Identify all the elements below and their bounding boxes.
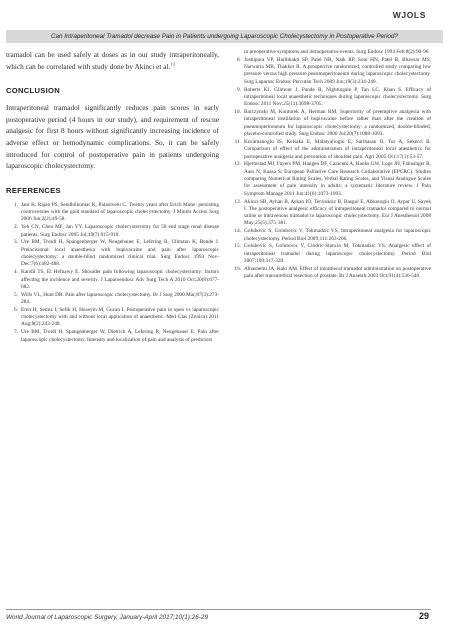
reference-number: 9. bbox=[237, 86, 241, 93]
reference-item bbox=[229, 266, 431, 281]
reference-number: 1. bbox=[14, 201, 18, 208]
reference-number: 6. bbox=[14, 306, 18, 313]
reference-text: Wills VL, Hunt DR. Pain after laparoscopic cholecystectomy. Br J Surg 2000 Mar;87(3):273-284. bbox=[21, 291, 219, 305]
reference-number: 2. bbox=[14, 224, 18, 231]
reference-number: 8. bbox=[237, 56, 241, 63]
reference-text: Roberts KJ, Gilmour J, Pande R, Nightingale P, Tan LC, Khan S. Efficacy of intraperitoneal local anaesthetic techniques during laparoscopic cholecystectomy. Surg Endosc 2011 Nov;25(11):3698-3705. bbox=[244, 86, 431, 108]
reference-item bbox=[229, 228, 431, 243]
reference-number: 7. bbox=[14, 329, 18, 336]
footer-rule bbox=[6, 609, 431, 610]
reference-text: Alhashemi JA, Kaki AM. Effect of intrathecal tramadol administration on postoperative pain after transurethral resection of prostate. Br J Anaesth 2003 Oct;91(4):536-540. bbox=[244, 265, 431, 280]
reference-number: 13. bbox=[234, 198, 241, 205]
reference-item bbox=[229, 199, 431, 228]
reference-item bbox=[229, 243, 431, 265]
reference-number: 5. bbox=[14, 291, 18, 298]
references-list-left bbox=[6, 202, 219, 344]
reference-item bbox=[6, 239, 219, 268]
reference-item bbox=[229, 139, 431, 161]
reference-item bbox=[6, 224, 219, 239]
reference-item bbox=[229, 57, 431, 86]
reference-text: Hjermstad MJ, Fayers PM, Haugen DF, Caraceni A, Hanks GW, Loge JH, Fainsinger R, Aass N, Kaasa S; European Palliative Care Research Collaborative (EPCRC). Studies comparing Numerical Rating Scales, Verbal Rating Scales, and Visual Analogue Scales for assessment of pain intensity in adults: a systematic literature review. J Pain Symptom Manage 2011 Jun;41(6):1073-1093. bbox=[244, 161, 431, 197]
page-number: 29 bbox=[418, 611, 429, 621]
reference-text: Yeh CN, Chen MF, Jan YY. Laparoscopic cholecystectomy for 58 end stage renal disease patients. Surg Endosc 2005 Jul;19(7):915-918. bbox=[21, 224, 219, 238]
references-list-right bbox=[229, 49, 431, 281]
intro-citation: 13 bbox=[170, 61, 175, 67]
conclusion-heading: CONCLUSION bbox=[6, 86, 61, 96]
reference-number: 11. bbox=[234, 138, 241, 145]
reference-item bbox=[6, 202, 219, 224]
reference-number: 4. bbox=[14, 269, 18, 276]
intro-paragraph bbox=[6, 49, 219, 72]
reference-text: Eren H, Semiz I, Sefik H, Huseyin M, Gucan I. Postoperative pain in open vs laparoscopic cholecystectomy with and without local application of anaesthetic. Med Glas (Zenica) 2011 Aug;8(2):243-248. bbox=[21, 306, 219, 328]
references-heading: REFERENCES bbox=[6, 185, 61, 195]
right-column bbox=[229, 49, 431, 281]
reference-number: 10. bbox=[234, 109, 241, 116]
reference-text: Akinci SB, Ayhan B, Aykan IO, Terzioksiz B, Basgul E, Abbasoglu O, Aypar U, Sayek I. The postoperative analgesic efficacy of intraperitoneal tramadol compared to normal saline or intravenous tramadol in laparoscopic cholecystectomy. Eur J Anesthesiol 2008 May;25(5):375-381. bbox=[244, 198, 431, 227]
footer-journal-citation: World Journal of Laparoscopic Surgery, January-April 2017;10(1):26-29 bbox=[6, 614, 209, 621]
reference-item bbox=[6, 307, 219, 329]
reference-text: in preoperative symptoms and intraoperative events. Surg Endosc 1994 Feb;8(2):90-96. bbox=[244, 49, 430, 55]
conclusion-paragraph: Intraperitoneal tramadol significantly reduces pain scores in early postoperative period (4 hours in our study), and requirement of rescue analgesic for first 8 hours without significantly increasing incidence of adverse effect or hemodynamic complications. So, it can be safely introduced for control of postoperative pain in patients undergoing laparoscopic cholecystectomy. bbox=[6, 103, 219, 171]
journal-tag: WJOLS bbox=[392, 10, 426, 20]
reference-number: 14. bbox=[234, 228, 241, 235]
reference-text: Ure BM, Troidl H, Spangenberger W, Dietrich A, Lefering R, Neugebauer E. Pain after laparoscopic cholecystectomy. Intensity and localization of pain and analysis of predictors bbox=[21, 329, 219, 343]
reference-number: 12. bbox=[234, 161, 241, 168]
reference-number: 15. bbox=[234, 243, 241, 250]
reference-text: Kocamanoglu IS, Kelsaka E, Malatyalioglu E, Sarihasan B, Tur A, Sekerci B. Comparison of effect of the administration of intraperitoneal local anesthetics for postoperative analgesia and prevention of shoulder pain. Agri 2005 Oct;17(1):53-57. bbox=[244, 138, 431, 160]
reference-number: 3. bbox=[14, 239, 18, 246]
reference-text: Golubovic S, Golubovic V, Cindric-Stancin M, Tokmadzic VS. Analgesic effect of intraperitoneal tramadol during laparoscopic cholecystectomy. Period Biol 2007;109:317-320. bbox=[244, 243, 431, 265]
reference-text: Kandil TS, El Hefnawy E. Shoulder pain following laparoscopic cholecystectomy: factors affecting the incidence and severity. J Laparoendosc Adv Surg Tech A 2010 Oct;20(8):677-682. bbox=[21, 269, 219, 290]
intro-text: tramadol can be used safely at doses as in our study intraperitoneally, which can be correlated with study done by Akinci et al. bbox=[6, 50, 219, 71]
reference-text: Jani K, Rajan PS, Sendhilkumar K, Palanivelu C. Twenty years after Erich Muhe: persisting controversies with the gold standard of laparoscopic cholecystectomy. J Minim Access Surg 2006 Jun;2(2):49-58. bbox=[21, 201, 219, 223]
left-column bbox=[6, 49, 219, 345]
reference-text: Joshipura VP, Haribhakti SP, Patel NR, Naik RP, Soni HN, Patel B, Bhavsar MS, Narwaria MB, Thakker R. A prospective randomized, controlled study comparing low pressure versus high pressure pneumoperitoneum during laparoscopic cholecystectomy. Surg Laparosc Endosc Percutan Tech 2009 Jun;19(3):234-240. bbox=[244, 56, 431, 85]
reference-item bbox=[229, 87, 431, 109]
reference-text: Ure BM, Troidl H, Spangenberger W, Neugebauer E, Lefering R, Ullmann K, Bende J. Preincisional local anaesthesia with bupivacaine and pain after laparoscopic cholecystectomy: a double-blind randomized clinical trial. Surg Endosc 1993 Nov-Dec;7(6):482-488. bbox=[21, 239, 219, 268]
reference-item bbox=[229, 161, 431, 197]
reference-item bbox=[6, 292, 219, 307]
reference-item bbox=[6, 269, 219, 291]
reference-text: Barczynski M, Konturek A, Herman RM. Superiority of preemptive analgesia with intraperitoneal instillation of bupivacaine before rather than after the creation of pneumoperitoneum for laparoscopic cholecystectomy: a randomized, double-blinded, placebo-controlled study. Surg Endosc 2006 Jul;20(7):1088-1093. bbox=[244, 109, 431, 138]
reference-item bbox=[229, 49, 431, 56]
running-title: Can Intraperitoneal Tramadol decrease Pain in Patients undergoing Laparoscopic Cholecystectomy in Postoperative Period? bbox=[6, 30, 443, 43]
reference-item bbox=[229, 109, 431, 138]
reference-text: Golubovic S, Golubovic V, Tokmadzic VS. Intraperitoneal analgesia for laparoscopic cholecystectomy. Period Biol 2009;111:263-266. bbox=[244, 228, 431, 242]
reference-item bbox=[6, 329, 219, 344]
reference-number: 16. bbox=[234, 265, 241, 272]
